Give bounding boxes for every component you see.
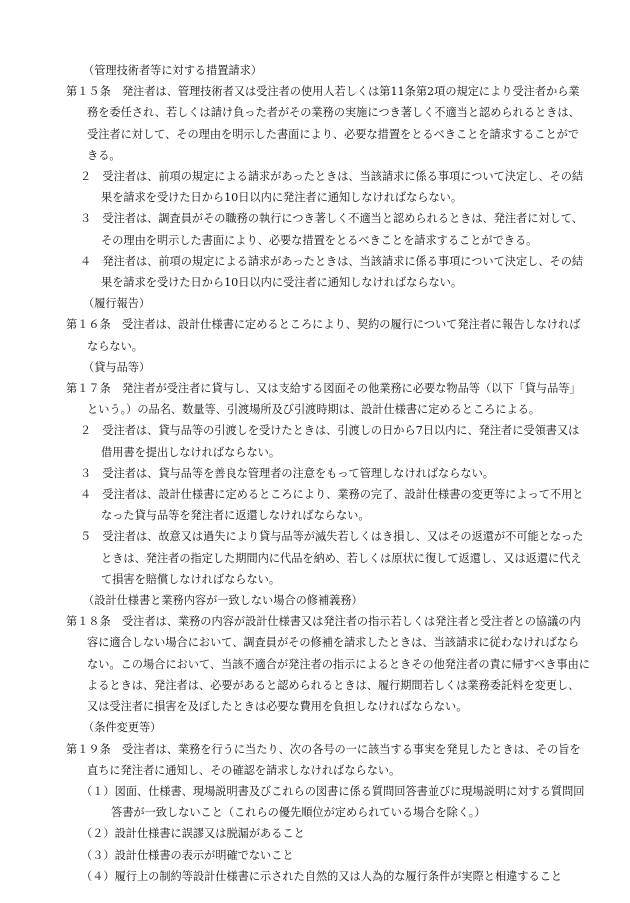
article-19-item: （４）履行上の制約等設計仕様書に示された自然的又は人為的な履行条件が実際と相違すること	[81, 869, 563, 883]
article-19-item: （２）設計仕様書に誤謬又は脱漏があること	[81, 827, 305, 841]
article-19-heading: （条件変更等）	[83, 721, 162, 735]
article-16-heading: （履行報告）	[83, 297, 151, 311]
article-16-text: 第１６条 受注者は、設計仕様書に定めるところにより、契約の履行について発注者に報告しなければならない。	[66, 318, 581, 353]
article-19-item: （３）設計仕様書の表示が明確でないこと	[81, 848, 294, 862]
article-15-para-4: ４ 発注者は、前項の規定による請求があったときは、当該請求に係る事項について決定し、その結果を請求を受けた日から10日以内に受注者に通知しなければならない。	[80, 254, 584, 290]
article-19-item: （１）図面、仕様書、現場説明書及びこれらの図書に係る質問回答書並びに現場説明に対する質問回答書が一致しないこと（これらの優先順位が定められている場合を除く。）	[81, 784, 585, 820]
article-18-heading: （設計仕様書と業務内容が一致しない場合の修補義務）	[83, 594, 363, 608]
article-18-text: 第１８条 受注者は、業務の内容が設計仕様書又は発注者の指示若しくは発注者と受注者との協議の内容に適合しない場合において、調査員がその修補を請求したときは、当該請求に従わなければならない。この場合において、当該不適合が発注者の指示によるときその他発注者の責に帰すべき事由によるときは、発注者は、必要があると認められるときは、履行期間若しくは業務委託料を変更し、又は受注者に損害を及ぼしたときは必要な費用を負担しなければならない。	[66, 615, 590, 714]
article-15-text: 第１５条 発注者は、管理技術者又は受注者の使用人若しくは第11条第2項の規定により受注者から業務を委任され、若しくは請け負った者がその業務の実施につき著しく不適当と認められるときは、受注者に対して、その理由を明示した書面により、必要な措置をとるべきことを請求することができる。	[66, 85, 580, 162]
article-17-para-5: ５ 受注者は、故意又は過失により貸与品等が滅失若しくはき損し、又はその返還が不可能となったときは、発注者の指定した期間内に代品を納め、若しくは原状に復して返還し、又は返還に代えて損害を賠償しなければならない。	[80, 530, 584, 586]
article-17-para-2: ２ 受注者は、貸与品等の引渡しを受けたときは、引渡しの日から7日以内に、発注者に受領書又は借用書を提出しなければならない。	[80, 424, 580, 459]
article-19-text: 第１９条 受注者は、業務を行うに当たり、次の各号の一に該当する事実を発見したときは、その旨を直ちに発注者に通知し、その確認を請求しなければならない。	[66, 742, 581, 777]
article-15-heading: （管理技術者等に対する措置請求）	[83, 64, 263, 77]
article-17-para-4: ４ 受注者は、設計仕様書に定めるところにより、業務の完了、設計仕様書の変更等によって不用となった貸与品等を発注者に返還しなければならない。	[80, 488, 584, 523]
article-17-para-3: ３ 受注者は、貸与品等を善良な管理者の注意をもって管理しなければならない。	[80, 466, 494, 480]
article-17-text: 第１７条 発注者が受注者に貸与し、又は支給する図面その他業務に必要な物品等（以下「貸与品等」という。）の品名、数量等、引渡場所及び引渡時期は、設計仕様書に定めるところによる。	[66, 382, 581, 417]
article-17-heading: （貸与品等）	[83, 360, 151, 374]
article-15-para-3: ３ 受注者は、調査員がその職務の執行につき著しく不適当と認められるときは、発注者に対して、その理由を明示した書面により、必要な措置をとるべきことを請求することができる。	[80, 212, 583, 247]
article-15-para-2: ２ 受注者は、前項の規定による請求があったときは、当該請求に係る事項について決定し、その結果を請求を受けた日から10日以内に発注者に通知しなければならない。	[80, 170, 584, 205]
